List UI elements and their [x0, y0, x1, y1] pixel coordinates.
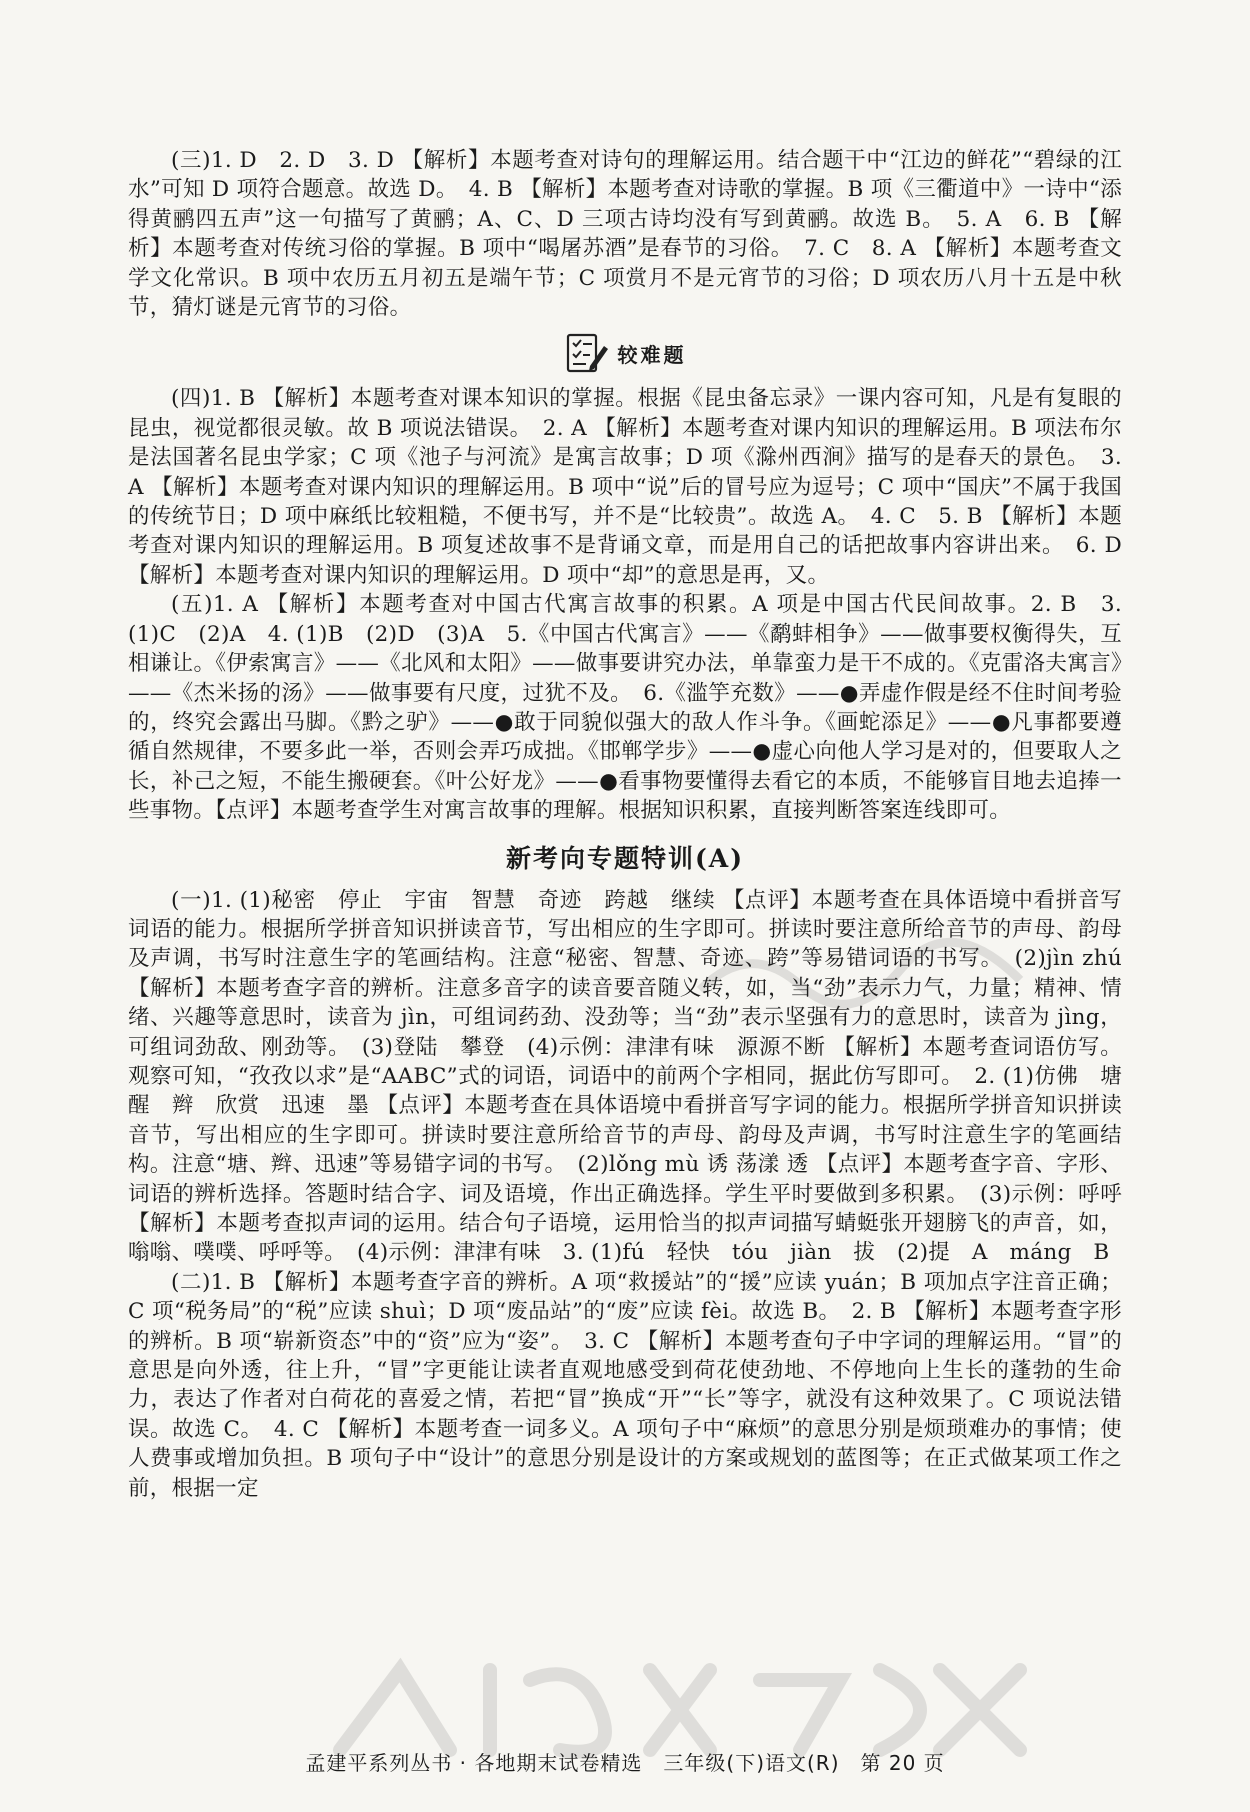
- answer-part-2: (二)1. B 【解析】本题考查字音的辨析。A 项“救援站”的“援”应读 yuán；B 项加点字注音正确；C 项“税务局”的“税”应读 shuì；D 项“废品站”的“废”应读 fèi。故选 B。 2. B 【解析】本题考查字形的辨析。B 项“崭新资态”中的“资”应为“姿”。 3. C 【解析】本题考查句子中字词的理解运用。“冒”的意思是向外透，往上升，“冒”字更能让读者直观地感受到荷花使劲地、不停地向上生长的蓬勃的生命力，表达了作者对白荷花的喜爱之情，若把“冒”换成“开”“长”等字，就没有这种效果了。C 项说法错误。故选 C。 4. C 【解析】本题考查一词多义。A 项句子中“麻烦”的意思分别是烦琐难办的事情；使人费事或增加负担。B 项句子中“设计”的意思分别是设计的方案或规划的蓝图等；在正式做某项工作之前，根据一定: [128, 1269, 1122, 1501]
- answer-part-1: (一)1. (1)秘密 停止 宇宙 智慧 奇迹 跨越 继续 【点评】本题考查在具体语境中看拼音写词语的能力。根据所学拼音知识拼读音节，写出相应的生字即可。拼读时要注意所给音节的声母、韵母及声调，书写时注意生字的笔画结构。注意“秘密、智慧、奇迹、跨”等易错词语的书写。 (2)jìn zhú 【解析】本题考查字音的辨析。注意多音字的读音要音随义转，如，当“劲”表示力气，力量；精神、情绪、兴趣等意思时，读音为 jìn，可组词药劲、没劲等；当“劲”表示坚强有力的意思时，读音为 jìng，可组词劲敌、刚劲等。 (3)登陆 攀登 (4)示例：津津有味 源源不断 【解析】本题考查词语仿写。观察可知，“孜孜以求”是“AABC”式的词语，词语中的前两个字相同，据此仿写即可。 2. (1)仿佛 塘 醒 辫 欣赏 迅速 墨 【点评】本题考查在具体语境中看拼音写字词的能力。根据所学拼音知识拼读音节，写出相应的生字即可。拼读时要注意所给音节的声母、韵母及声调，书写时注意生字的笔画结构。注意“塘、辫、迅速”等易错字词的书写。 (2)lǒng mù 诱 荡漾 透 【点评】本题考查字音、字形、词语的辨析选择。答题时结合字、词及语境，作出正确选择。学生平时要做到多积累。 (3)示例：呼呼 【解析】本题考查拟声词的运用。结合句子语境，运用恰当的拟声词描写蜻蜓张开翅膀飞的声音，如，嗡嗡、噗噗、呼呼等。 (4)示例：津津有味 3. (1)fú 轻快 tóu jiàn 拔 (2)提 A máng B: [128, 887, 1144, 1266]
- answer-content: [128, 146, 1144, 1503]
- page-footer: 孟建平系列丛书 · 各地期末试卷精选 三年级(下)语文(R) 第 20 页: [305, 1751, 945, 1775]
- section-title: 新考向专题特训(A): [505, 843, 745, 873]
- difficulty-label: 较难题: [617, 342, 687, 367]
- checklist-pen-icon: [564, 330, 610, 376]
- answer-section-3: (三)1. D 2. D 3. D 【解析】本题考查对诗句的理解运用。结合题干中“江边的鲜花”“碧绿的江水”可知 D 项符合题意。故选 D。 4. B 【解析】本题考查对诗歌的掌握。B 项《三衢道中》一诗中“添得黄鹂四五声”这一句描写了黄鹂；A、C、D 三项古诗均没有写到黄鹂。故选 B。 5. A 6. B 【解析】本题考查对传统习俗的掌握。B 项中“喝屠苏酒”是春节的习俗。 7. C 8. A 【解析】本题考查文学文化常识。B 项中农历五月初五是端午节；C 项赏月不是元宵节的习俗；D 项农历八月十五是中秋节，猜灯谜是元宵节的习俗。: [128, 148, 1122, 321]
- difficulty-heading: [128, 324, 1122, 382]
- answer-section-4: (四)1. B 【解析】本题考查对课本知识的掌握。根据《昆虫备忘录》一课内容可知，凡是有复眼的昆虫，视觉都很灵敏。故 B 项说法错误。 2. A 【解析】本题考查对课内知识的理解运用。B 项法布尔是法国著名昆虫学家；C 项《池子与河流》是寓言故事；D 项《滁州西涧》描写的是春天的景色。 3. A 【解析】本题考查对课内知识的理解运用。B 项中“说”后的冒号应为逗号；C 项中“国庆”不属于我国的传统节日；D 项中麻纸比较粗糙，不便书写，并不是“比较贵”。故选 A。 4. C 5. B 【解析】本题考查对课内知识的理解运用。B 项复述故事不是背诵文章，而是用自己的话把故事内容讲出来。 6. D 【解析】本题考查对课内知识的理解运用。D 项中“却”的意思是再，又。: [128, 386, 1122, 588]
- answer-section-5: (五)1. A 【解析】本题考查对中国古代寓言故事的积累。A 项是中国古代民间故事。2. B 3. (1)C (2)A 4. (1)B (2)D (3)A 5.《中国古代寓言》——《鹬蚌相争》——做事要权衡得失，互相谦让。《伊索寓言》——《北风和太阳》——做事要讲究办法，单靠蛮力是干不成的。《克雷洛夫寓言》——《杰米扬的汤》——做事要有尺度，过犹不及。 6.《滥竽充数》——●弄虚作假是经不住时间考验的，终究会露出马脚。《黔之驴》——●敢于同貌似强大的敌人作斗争。《画蛇添足》——●凡事都要遵循自然规律，不要多此一举，否则会弄巧成拙。《邯郸学步》——●虚心向他人学习是对的，但要取人之长，补己之短，不能生搬硬套。《叶公好龙》——●看事物要懂得去看它的本质，不能够盲目地去追捧一些事物。【点评】本题考查学生对寓言故事的理解。根据知识积累，直接判断答案连线即可。: [128, 592, 1122, 824]
